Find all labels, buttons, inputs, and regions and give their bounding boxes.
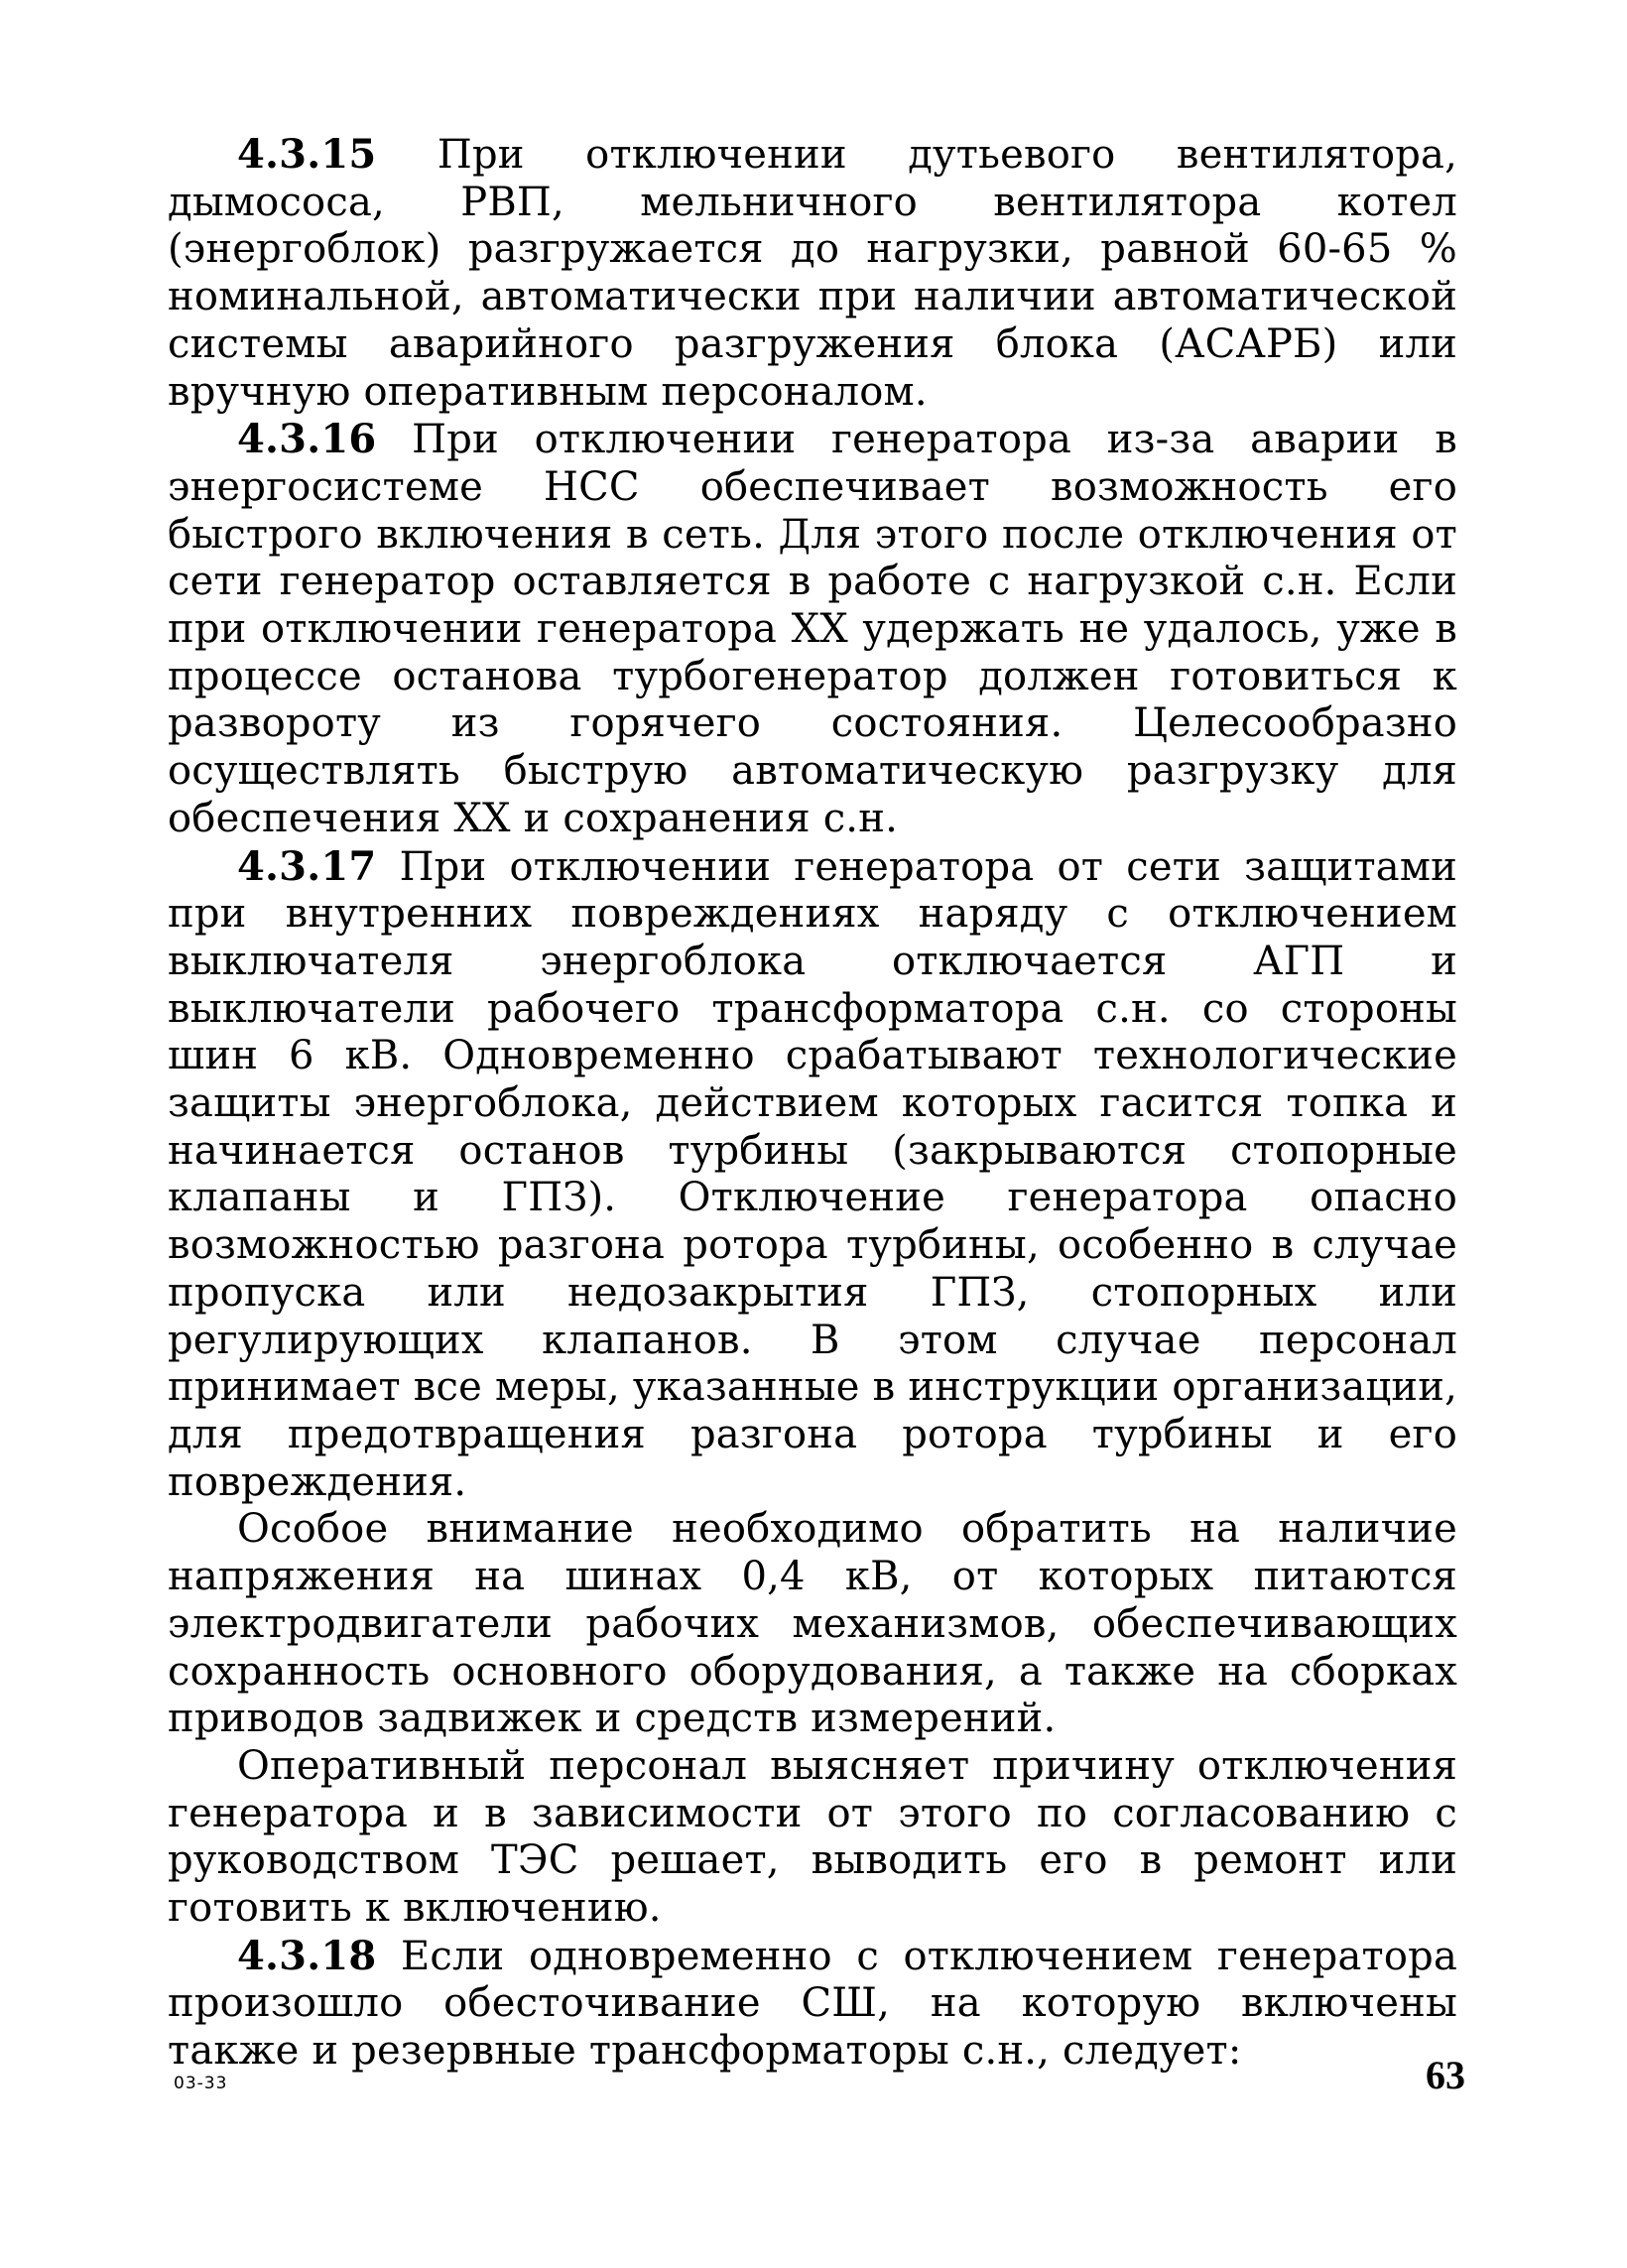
paragraph-4-3-16 bbox=[168, 416, 1457, 842]
paragraph-4-3-15 bbox=[168, 131, 1457, 416]
paragraph-4-3-18 bbox=[168, 1933, 1457, 2076]
page-number: 63 bbox=[1426, 2053, 1465, 2097]
section-number: 4.3.18 bbox=[237, 1932, 377, 1979]
paragraph-staff-note bbox=[168, 1743, 1457, 1933]
paragraph-text: Оперативный персонал выясняет причину отключения генератора и в зависимости от этого по согласованию с руководством ТЭС решает, выводить его в ремонт или готовить к включению. bbox=[168, 1742, 1457, 1932]
section-number: 4.3.17 bbox=[237, 842, 377, 890]
paragraph-4-3-17 bbox=[168, 843, 1457, 1507]
paragraph-text: При отключении дутьевого вентилятора, дымососа, РВП, мельничного вентилятора котел (энергоблок) разгружается до нагрузки, равной 60-65 % номинальной, автоматически при наличии автоматической системы аварийного разгружения блока (АСАРБ) или вручную оперативным персоналом. bbox=[168, 132, 1457, 415]
paragraph-voltage-note bbox=[168, 1506, 1457, 1743]
footer-code: 03-33 bbox=[174, 2074, 228, 2093]
section-number: 4.3.15 bbox=[237, 131, 377, 178]
paragraph-text: Если одновременно с отключением генератора произошло обесточивание СШ, на которую включены также и резервные трансформаторы с.н., следует: bbox=[168, 1933, 1457, 2075]
paragraph-text: При отключении генератора из-за аварии в энергосистеме НСС обеспечивает возможность его быстрого включения в сеть. Для этого после отключения от сети генератор оставляется в работе с нагрузкой с.н. Если при отключении генератора XX удержать не удалось, уже в процессе останова турбогенератор должен готовиться к развороту из горячего состояния. Целесообразно осуществлять быструю автоматическую разгрузку для обеспечения XX и сохранения с.н. bbox=[168, 417, 1457, 841]
paragraph-text: Особое внимание необходимо обратить на наличие напряжения на шинах 0,4 кВ, от которых питаются электродвигатели рабочих механизмов, обеспечивающих сохранность основного оборудования, а также на сборках приводов задвижек и средств измерений. bbox=[168, 1506, 1457, 1742]
body-text bbox=[168, 131, 1457, 2076]
paragraph-text: При отключении генератора от сети защитами при внутренних повреждениях наряду с отключением выключателя энергоблока отключается АГП и выключатели рабочего трансформатора с.н. со стороны шин 6 кВ. Одновременно срабатывают технологические защиты энергоблока, действием которых гасится топка и начинается останов турбины (закрываются стопорные клапаны и ГПЗ). Отключение генератора опасно возможностью разгона ротора турбины, особенно в случае пропуска или недозакрытия ГПЗ, стопорных или регулирующих клапанов. В этом случае персонал принимает все меры, указанные в инструкции организации, для предотвращения разгона ротора турбины и его повреждения. bbox=[168, 843, 1457, 1505]
section-number: 4.3.16 bbox=[237, 416, 377, 463]
